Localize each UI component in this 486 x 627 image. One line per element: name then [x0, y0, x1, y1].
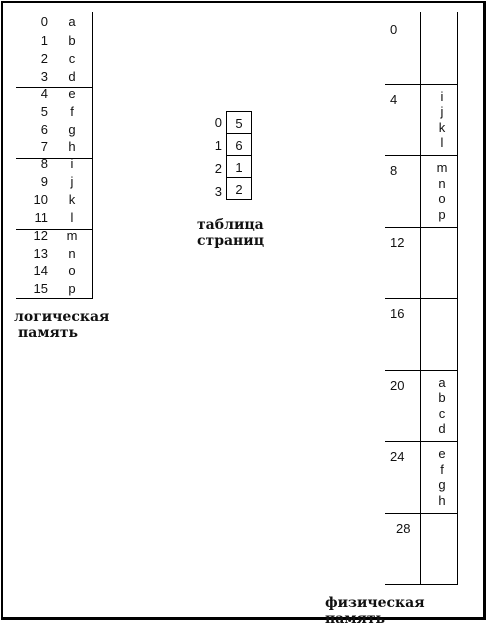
physical-frame-char: o	[438, 191, 446, 206]
physical-frame-address: 20	[390, 378, 405, 393]
logical-address: 14	[33, 263, 48, 278]
logical-address: 9	[40, 174, 48, 189]
page-table-label-line2: страниц	[197, 233, 265, 249]
page-table-cell: 1	[226, 155, 252, 178]
physical-frame-address: 16	[390, 306, 405, 321]
physical-frame-char: j	[440, 104, 444, 119]
logical-char: g	[68, 122, 76, 137]
logical-char: a	[68, 14, 76, 29]
logical-address: 10	[33, 192, 48, 207]
logical-address: 0	[40, 14, 48, 29]
physical-frame-divider	[385, 584, 458, 585]
logical-char: o	[68, 263, 76, 278]
physical-frame-divider	[385, 441, 458, 442]
physical-frame-address: 28	[396, 521, 411, 536]
physical-frame-char: e	[438, 446, 446, 461]
logical-char: p	[68, 281, 76, 296]
logical-address: 5	[40, 104, 48, 119]
physical-frame-divider	[385, 84, 458, 85]
physical-frame-address: 8	[390, 163, 398, 178]
physical-frame-char: i	[440, 89, 444, 104]
logical-address: 13	[33, 246, 48, 261]
physical-frame-char: c	[438, 406, 446, 421]
page-table-index: 3	[214, 184, 222, 199]
physical-frame-address: 0	[390, 22, 398, 37]
page-table-cell: 5	[226, 111, 252, 134]
logical-char: b	[68, 33, 76, 48]
physical-frame-divider	[385, 370, 458, 371]
page-table-label	[197, 217, 264, 249]
logical-memory-label-line1: логическая	[14, 309, 110, 325]
physical-frame-char: l	[440, 135, 444, 150]
physical-frame-char: m	[436, 160, 448, 175]
page-table-index: 2	[214, 161, 222, 176]
physical-frame-char: g	[438, 477, 446, 492]
page-table-index: 0	[214, 115, 222, 130]
logical-memory-right-border	[92, 12, 93, 298]
page-table-cell: 6	[226, 133, 252, 156]
logical-char: i	[70, 156, 74, 171]
physical-frame-divider	[385, 155, 458, 156]
physical-frame-divider	[385, 513, 458, 514]
physical-frame-address: 24	[390, 449, 405, 464]
logical-address: 11	[34, 210, 48, 225]
physical-frame-char: k	[438, 120, 446, 135]
physical-frame-char: b	[438, 390, 446, 405]
page-table-index: 1	[214, 138, 222, 153]
logical-address: 3	[40, 69, 48, 84]
physical-frame-char: h	[438, 493, 446, 508]
logical-char: m	[66, 228, 78, 243]
logical-memory-bottom-border	[16, 298, 93, 299]
physical-frame-divider	[385, 227, 458, 228]
physical-frame-address: 12	[390, 235, 405, 250]
logical-address: 4	[40, 86, 48, 101]
logical-address: 12	[33, 228, 48, 243]
physical-frame-char: p	[438, 207, 446, 222]
logical-address: 7	[40, 139, 48, 154]
logical-address: 6	[40, 122, 48, 137]
logical-char: n	[68, 246, 76, 261]
logical-char: f	[70, 104, 74, 119]
logical-char: j	[70, 174, 74, 189]
logical-address: 15	[33, 281, 48, 296]
logical-memory-label	[14, 309, 109, 341]
logical-char: k	[68, 192, 76, 207]
logical-char: h	[68, 139, 76, 154]
logical-char: e	[68, 86, 76, 101]
logical-address: 1	[40, 33, 48, 48]
physical-memory-label: физическая память	[325, 595, 425, 627]
physical-frame-divider	[385, 298, 458, 299]
physical-frame-char: a	[438, 375, 446, 390]
logical-memory-label-line2: память	[18, 325, 78, 341]
logical-char: d	[68, 69, 76, 84]
physical-frame-char: n	[438, 176, 446, 191]
page-table-label-line1: таблица	[197, 217, 264, 233]
physical-frame-char: f	[440, 462, 444, 477]
physical-frame-char: d	[438, 421, 446, 436]
logical-address: 8	[40, 156, 48, 171]
page-table-cell: 2	[226, 177, 252, 200]
physical-frame-address: 4	[390, 92, 398, 107]
logical-char: c	[68, 51, 76, 66]
logical-char: l	[70, 210, 74, 225]
logical-address: 2	[40, 51, 48, 66]
